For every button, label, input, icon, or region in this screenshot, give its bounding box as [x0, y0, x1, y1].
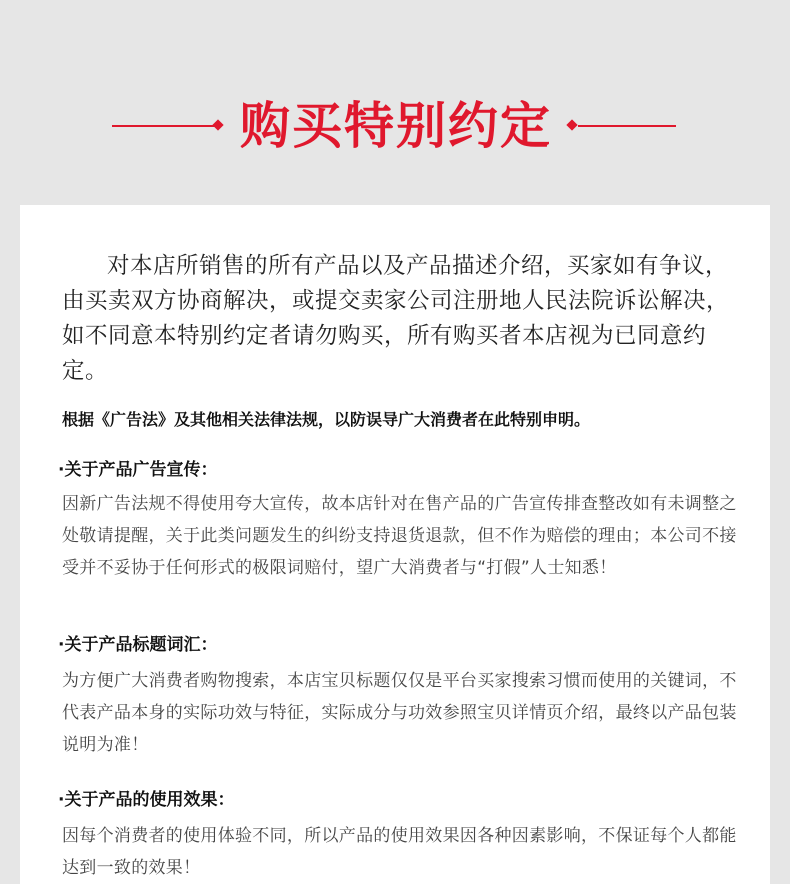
- legal-notice: 根据《广告法》及其他相关法律法规，以防误导广大消费者在此特别申明。: [62, 410, 591, 429]
- section-body-usage-effect: 因每个消费者的使用体验不同，所以产品的使用效果因各种因素影响，不保证每个人都能达到一致的效果！: [62, 826, 737, 878]
- diamond-icon: [212, 119, 223, 130]
- title-row: [0, 96, 790, 156]
- section-body-advertising: 因新广告法规不得使用夸大宣传，故本店针对在售产品的广告宣传排查整改如有未调整之处敬请提醒，关于此类问题发生的纠纷支持退货退款，但不作为赔偿的理由；本公司不接受并不妥协于任何形式的极限词赔付，望广大消费者与“打假”人士知悉！: [62, 494, 737, 578]
- page-header: [0, 0, 790, 205]
- agreement-card: [20, 205, 770, 884]
- section-body-title-keywords: 为方便广大消费者购物搜索，本店宝贝标题仅仅是平台买家搜索习惯而使用的关键词，不代表产品本身的实际功效与特征，实际成分与功效参照宝贝详情页介绍，最终以产品包装说明为准！: [62, 671, 737, 755]
- section-heading-title-keywords: ·关于产品标题词汇：: [58, 635, 218, 655]
- page-title: 购买特别约定: [240, 96, 552, 155]
- section-heading-advertising: ·关于产品广告宣传：: [58, 460, 218, 480]
- section-heading-usage-effect: ·关于产品的使用效果：: [58, 790, 235, 810]
- diamond-icon: [566, 119, 577, 130]
- title-left-line: [112, 125, 216, 127]
- title-right-line: [578, 125, 676, 127]
- intro-paragraph: 对本店所销售的所有产品以及产品描述介绍，买家如有争议，由买卖双方协商解决，或提交卖家公司注册地人民法院诉讼解决，如不同意本特别约定者请勿购买，所有购买者本店视为已同意约定。: [62, 253, 730, 384]
